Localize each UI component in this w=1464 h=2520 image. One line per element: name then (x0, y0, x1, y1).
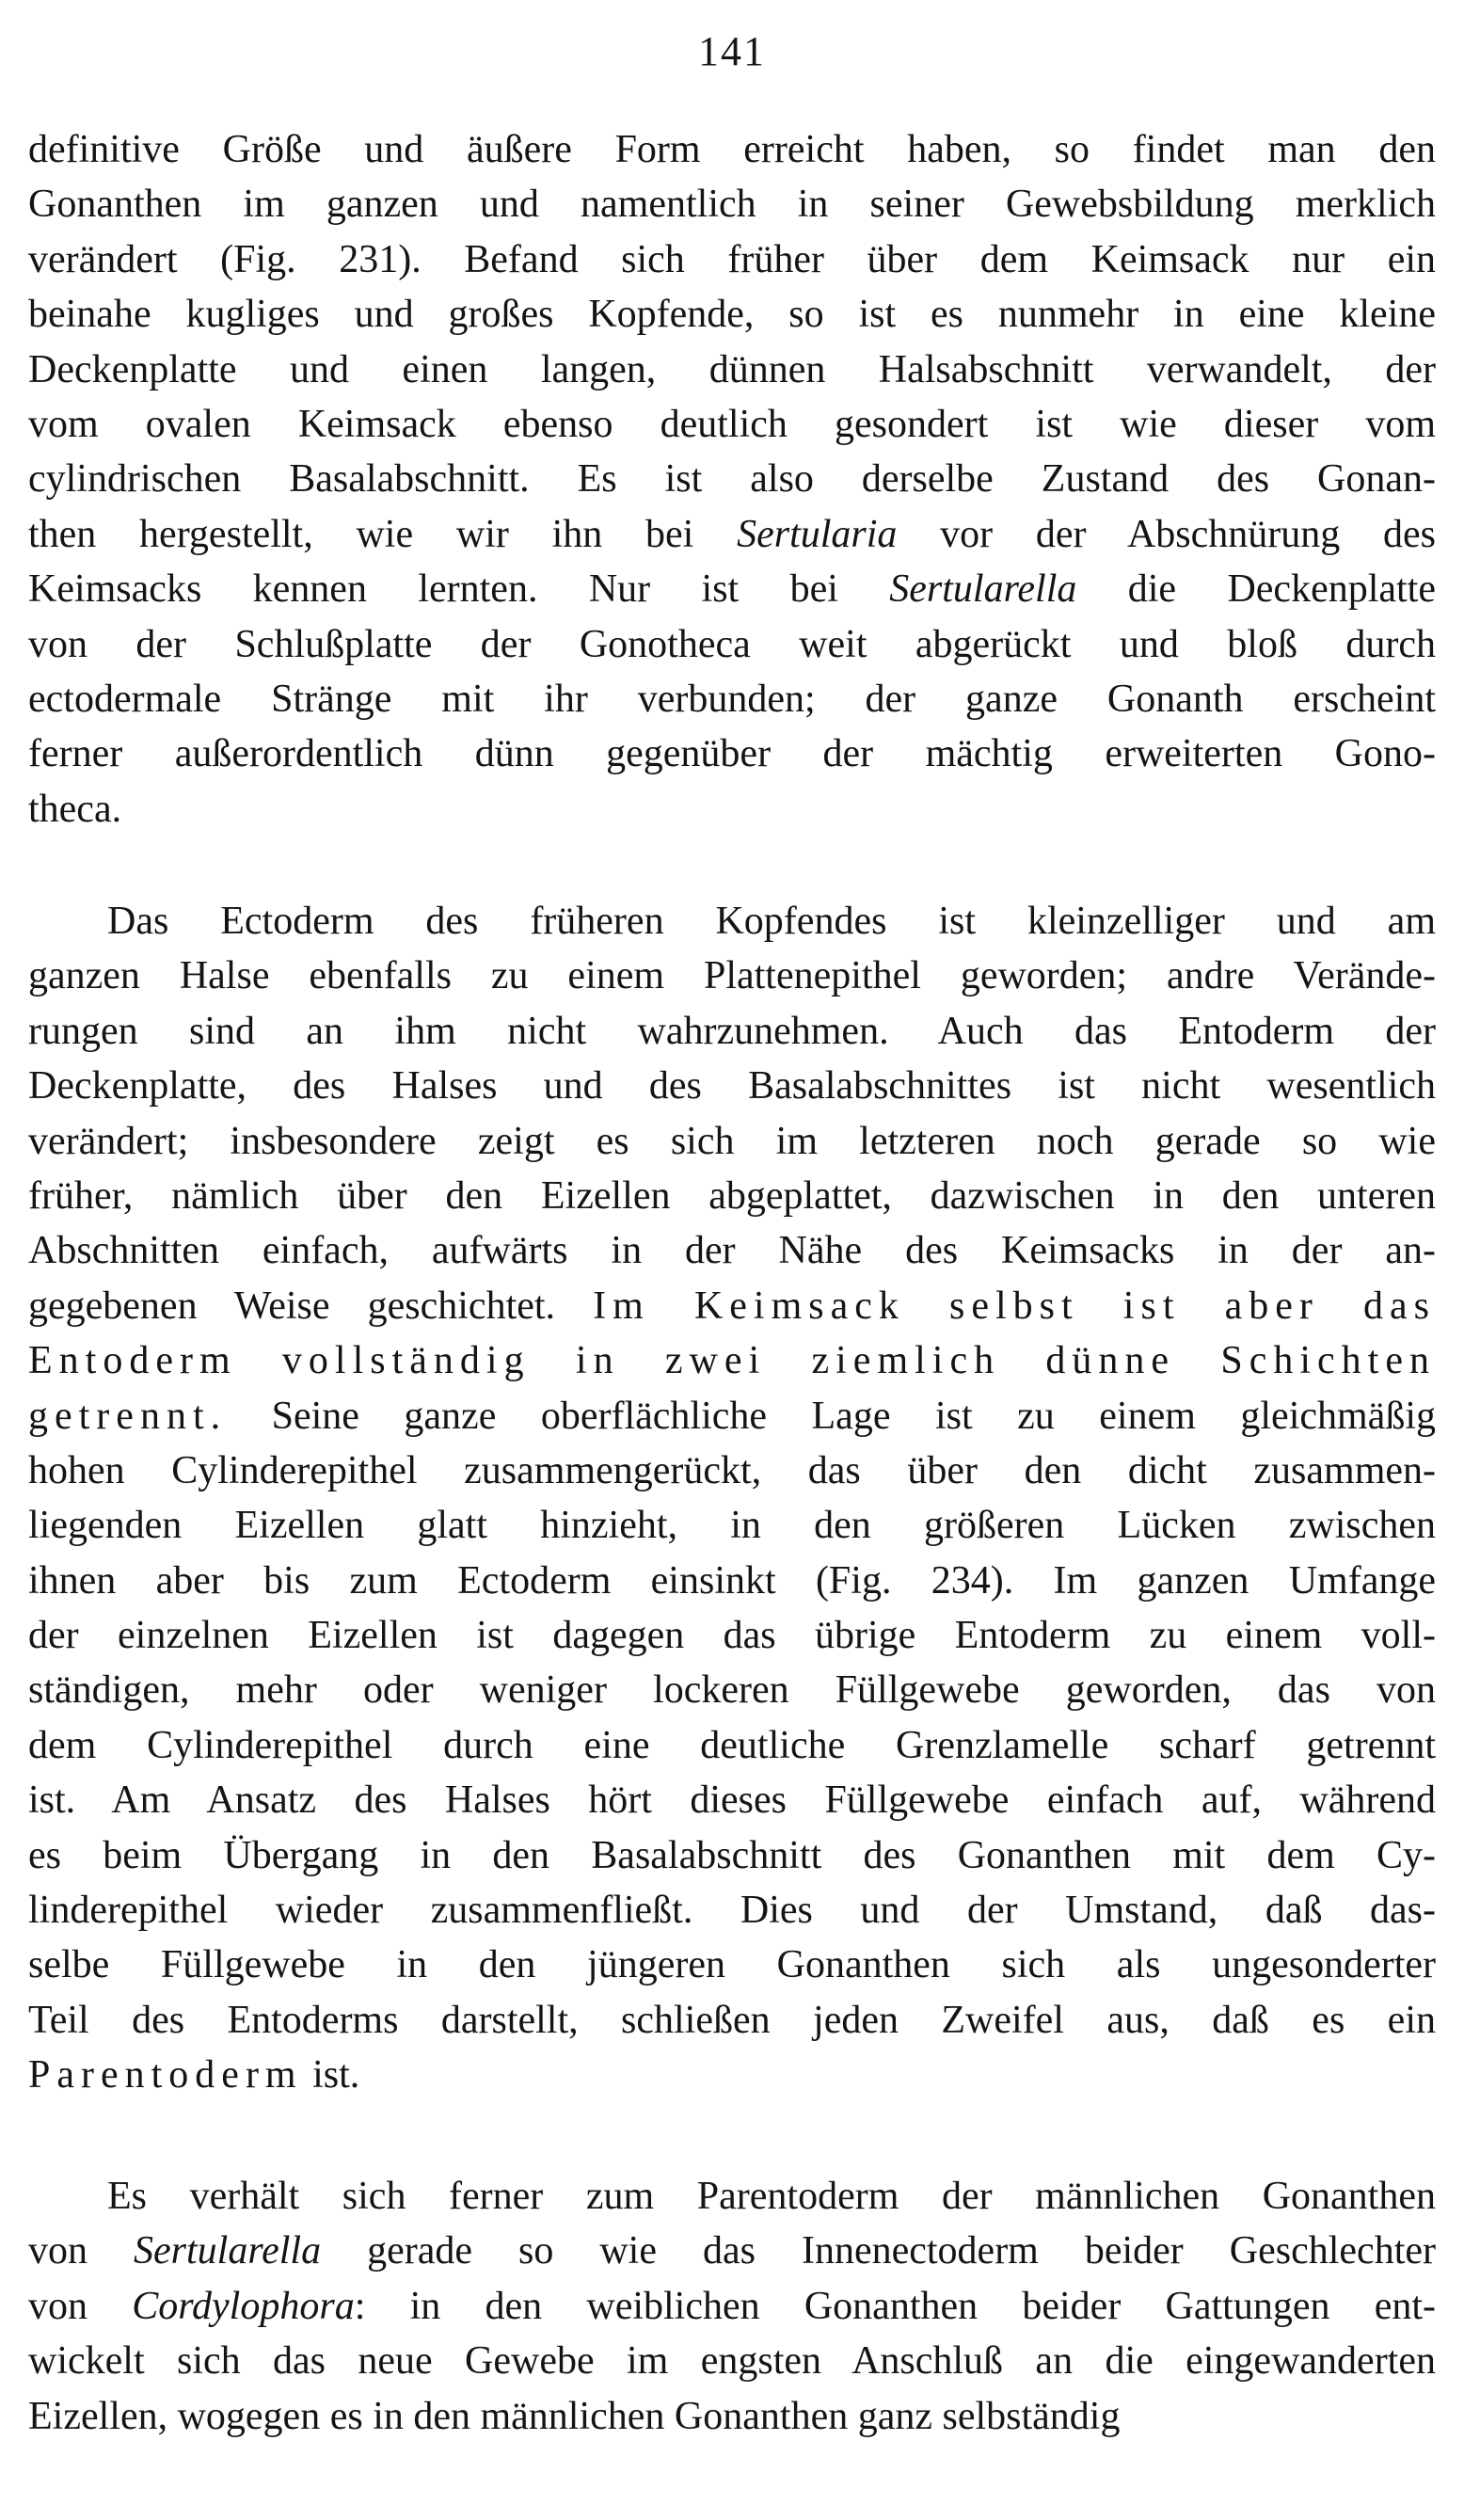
text-line (28, 232, 1436, 287)
text-line (28, 1828, 1436, 1883)
text-line (28, 1663, 1436, 1717)
text-segment: ganzen Halse ebenfalls zu einem Plattenepithel geworden; andre Verände- (28, 954, 1436, 998)
text-line (28, 2279, 1436, 2334)
text-segment: von der Schlußplatte der Gonotheca weit abgerückt und bloß durch (28, 622, 1436, 666)
text-segment: verändert (Fig. 231). Befand sich früher über dem Keimsack nur ein (28, 237, 1436, 281)
spaced-emphasis: getrennt. (28, 1394, 228, 1438)
text-segment: linderepithel wieder zusammenfließt. Dies und der Umstand, daß das- (28, 1889, 1436, 1933)
text-line (28, 1004, 1436, 1059)
text-segment: verändert; insbesondere zeigt es sich im letzteren noch gerade so wie (28, 1119, 1436, 1163)
text-segment: selbe Füllgewebe in den jüngeren Gonanthen sich als ungesonderter (28, 1943, 1436, 1987)
text-segment: cylindrischen Basalabschnitt. Es ist also derselbe Zustand des Gonan- (28, 457, 1436, 502)
paragraph-3 (28, 2169, 1436, 2444)
text-line (28, 617, 1436, 672)
text-segment: liegenden Eizellen glatt hinzieht, in den größeren Lücken zwischen (28, 1504, 1436, 1548)
text-line (28, 1993, 1436, 2048)
text-segment: von (28, 2284, 133, 2328)
text-segment: Teil des Entoderms darstellt, schließen jeden Zweifel aus, daß es ein (28, 1998, 1436, 2042)
text-line (28, 1279, 1436, 1333)
text-segment: ist. (302, 2053, 360, 2097)
text-line (28, 1059, 1436, 1113)
text-line (28, 2048, 1436, 2102)
text-segment: hohen Cylinderepithel zusammengerückt, das über den dicht zusammen- (28, 1448, 1436, 1492)
text-segment: Deckenplatte und einen langen, dünnen Halsabschnitt verwandelt, der (28, 347, 1436, 391)
spaced-emphasis: Im Keimsack selbst ist aber das (593, 1284, 1436, 1328)
spaced-emphasis: Parentoderm (28, 2053, 303, 2097)
text-line (28, 726, 1436, 781)
text-segment: ectodermale Stränge mit ihr verbunden; der ganze Gonanth erscheint (28, 677, 1436, 721)
text-segment: gerade so wie das Innenectoderm beider Geschlechter (321, 2229, 1436, 2273)
italic-term: Cordylophora (132, 2284, 355, 2328)
text-line (28, 1498, 1436, 1553)
text-line (28, 2224, 1436, 2278)
text-line (28, 1389, 1436, 1443)
text-line (28, 1773, 1436, 1827)
text-segment: der einzelnen Eizellen ist dagegen das übrige Entoderm zu einem voll- (28, 1614, 1436, 1658)
text-segment: gegebenen Weise geschichtet. (28, 1284, 594, 1328)
text-segment: ständigen, mehr oder weniger lockeren Füllgewebe geworden, das von (28, 1668, 1436, 1713)
text-segment: Abschnitten einfach, aufwärts in der Nähe des Keimsacks in der an- (28, 1229, 1436, 1273)
spaced-emphasis: Entoderm vollständig in zwei ziemlich dünne Schichten (28, 1339, 1436, 1383)
text-line (28, 1333, 1436, 1388)
text-line (28, 507, 1436, 562)
text-segment: es beim Übergang in den Basalabschnitt des Gonanthen mit dem Cy- (28, 1833, 1436, 1877)
text-line (28, 177, 1436, 231)
text-segment: wickelt sich das neue Gewebe im engsten Anschluß an die eingewanderten (28, 2339, 1436, 2384)
text-line (28, 1608, 1436, 1663)
text-segment: Deckenplatte, des Halses und des Basalabschnittes ist nicht wesentlich (28, 1064, 1436, 1108)
text-segment: Keimsacks kennen lernten. Nur ist bei (28, 567, 890, 612)
text-segment: früher, nämlich über den Eizellen abgeplattet, dazwischen in den unteren (28, 1173, 1436, 1218)
text-line (28, 894, 1436, 949)
text-segment: dem Cylinderepithel durch eine deutliche Grenzlamelle scharf getrennt (28, 1723, 1436, 1767)
text-segment: then hergestellt, wie wir ihn bei (28, 512, 738, 556)
text-segment: vom ovalen Keimsack ebenso deutlich gesondert ist wie dieser vom (28, 402, 1436, 446)
text-line (28, 397, 1436, 452)
text-line (28, 1718, 1436, 1773)
text-line (28, 2169, 1436, 2224)
text-line (28, 782, 1436, 837)
text-segment: Seine ganze oberflächliche Lage ist zu einem gleichmäßig (227, 1394, 1436, 1438)
text-segment: rungen sind an ihm nicht wahrzunehmen. Auch das Entoderm der (28, 1009, 1436, 1053)
text-line (28, 1938, 1436, 1992)
italic-term: Sertularella (889, 567, 1077, 612)
text-line (28, 2334, 1436, 2388)
text-segment: ist. Am Ansatz des Halses hört dieses Füllgewebe einfach auf, während (28, 1778, 1436, 1823)
text-segment: Eizellen, wogegen es in den männlichen Gonanthen ganz selbständig (28, 2394, 1121, 2438)
text-segment: Es verhält sich ferner zum Parentoderm der männlichen Gonanthen (107, 2175, 1436, 2218)
text-line (28, 452, 1436, 506)
text-line (28, 1554, 1436, 1608)
text-segment: beinahe kugliges und großes Kopfende, so ist es nunmehr in eine kleine (28, 293, 1436, 337)
text-line (28, 1114, 1436, 1169)
document-page (28, 0, 1436, 2520)
text-segment: vor der Abschnürung des (897, 512, 1436, 556)
italic-term: Sertularella (134, 2229, 322, 2273)
text-segment: definitive Größe und äußere Form erreicht haben, so findet man den (28, 128, 1436, 171)
text-line (28, 1223, 1436, 1278)
text-segment: die Deckenplatte (1076, 567, 1436, 612)
text-segment: Gonanthen im ganzen und namentlich in seiner Gewebsbildung merklich (28, 183, 1436, 227)
text-line (28, 562, 1436, 616)
text-segment: : in den weiblichen Gonanthen beider Gattungen ent- (354, 2284, 1436, 2328)
text-segment: theca. (28, 787, 122, 831)
page-number: 141 (698, 28, 766, 74)
italic-term: Sertularia (737, 512, 898, 556)
text-line (28, 672, 1436, 726)
text-line (28, 2389, 1436, 2444)
text-line (28, 1883, 1436, 1938)
paragraph-2 (28, 894, 1436, 2103)
text-segment: ihnen aber bis zum Ectoderm einsinkt (Fig. 234). Im ganzen Umfange (28, 1558, 1436, 1603)
text-line (28, 1169, 1436, 1223)
text-line (28, 343, 1436, 397)
paragraph-1 (28, 122, 1436, 837)
text-segment: von (28, 2229, 134, 2273)
text-line (28, 949, 1436, 1003)
text-segment: ferner außerordentlich dünn gegenüber der mächtig erweiterten Gono- (28, 732, 1436, 776)
text-line (28, 287, 1436, 342)
text-line (28, 122, 1436, 177)
text-segment: Das Ectoderm des früheren Kopfendes ist kleinzelliger und am (107, 900, 1436, 943)
text-line (28, 1443, 1436, 1498)
